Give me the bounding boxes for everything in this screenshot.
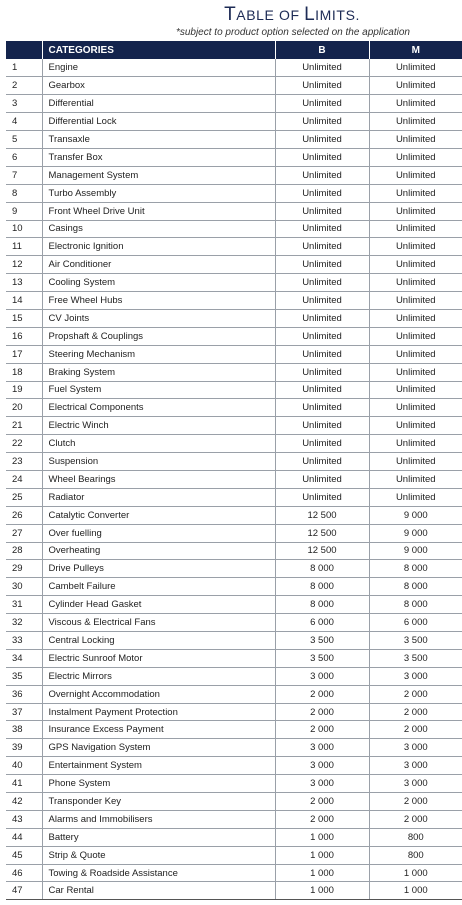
table-row (6, 882, 462, 900)
row-value-b: Unlimited (275, 309, 369, 327)
row-value-b: 2 000 (275, 703, 369, 721)
row-number: 13 (6, 274, 42, 292)
row-number: 40 (6, 757, 42, 775)
row-number: 8 (6, 184, 42, 202)
header-m: M (369, 41, 462, 59)
row-value-m: 2 000 (369, 721, 462, 739)
row-value-b: 2 000 (275, 810, 369, 828)
row-number: 9 (6, 202, 42, 220)
row-value-b: 3 500 (275, 649, 369, 667)
row-value-m: 800 (369, 828, 462, 846)
row-number: 1 (6, 59, 42, 77)
row-value-m: Unlimited (369, 184, 462, 202)
row-number: 12 (6, 256, 42, 274)
row-number: 30 (6, 578, 42, 596)
row-value-m: 8 000 (369, 578, 462, 596)
table-row (6, 148, 462, 166)
row-number: 23 (6, 453, 42, 471)
row-value-b: Unlimited (275, 148, 369, 166)
row-value-m: Unlimited (369, 453, 462, 471)
row-category: Overheating (42, 542, 275, 560)
table-row (6, 274, 462, 292)
row-value-b: Unlimited (275, 238, 369, 256)
table-row (6, 184, 462, 202)
table-row (6, 488, 462, 506)
row-number: 14 (6, 292, 42, 310)
row-category: Electric Winch (42, 417, 275, 435)
table-row (6, 685, 462, 703)
row-category: Cooling System (42, 274, 275, 292)
row-value-m: Unlimited (369, 131, 462, 149)
table-row (6, 721, 462, 739)
row-category: Transfer Box (42, 148, 275, 166)
table-row (6, 381, 462, 399)
row-category: Transaxle (42, 131, 275, 149)
row-value-m: Unlimited (369, 309, 462, 327)
table-row (6, 578, 462, 596)
row-number: 38 (6, 721, 42, 739)
row-value-b: 12 500 (275, 506, 369, 524)
row-value-m: Unlimited (369, 59, 462, 77)
row-value-m: 3 000 (369, 775, 462, 793)
row-value-m: 3 000 (369, 667, 462, 685)
row-value-m: Unlimited (369, 327, 462, 345)
table-row (6, 739, 462, 757)
row-value-b: 1 000 (275, 864, 369, 882)
table-row (6, 363, 462, 381)
row-value-b: Unlimited (275, 59, 369, 77)
row-number: 42 (6, 793, 42, 811)
row-number: 24 (6, 470, 42, 488)
row-value-b: Unlimited (275, 453, 369, 471)
row-value-m: Unlimited (369, 238, 462, 256)
row-value-m: 800 (369, 846, 462, 864)
row-category: Car Rental (42, 882, 275, 900)
row-number: 47 (6, 882, 42, 900)
table-row (6, 703, 462, 721)
row-category: Braking System (42, 363, 275, 381)
row-value-b: 1 000 (275, 828, 369, 846)
row-value-b: Unlimited (275, 488, 369, 506)
row-value-m: 2 000 (369, 703, 462, 721)
row-value-b: 1 000 (275, 882, 369, 900)
table-row (6, 95, 462, 113)
row-value-m: Unlimited (369, 345, 462, 363)
row-number: 17 (6, 345, 42, 363)
row-number: 25 (6, 488, 42, 506)
row-value-b: Unlimited (275, 363, 369, 381)
row-category: Steering Mechanism (42, 345, 275, 363)
row-value-m: Unlimited (369, 148, 462, 166)
row-value-m: Unlimited (369, 381, 462, 399)
row-number: 31 (6, 596, 42, 614)
row-value-m: 8 000 (369, 596, 462, 614)
row-number: 2 (6, 77, 42, 95)
title-letter-l: L (304, 4, 316, 25)
row-value-b: Unlimited (275, 256, 369, 274)
table-header-row (6, 41, 462, 59)
row-number: 39 (6, 739, 42, 757)
row-value-m: Unlimited (369, 202, 462, 220)
row-number: 46 (6, 864, 42, 882)
table-row (6, 59, 462, 77)
row-number: 32 (6, 614, 42, 632)
title-part-1: ABLE OF (236, 7, 305, 23)
row-value-m: Unlimited (369, 166, 462, 184)
row-value-b: 2 000 (275, 685, 369, 703)
row-category: Cylinder Head Gasket (42, 596, 275, 614)
table-row (6, 828, 462, 846)
row-category: Engine (42, 59, 275, 77)
row-value-m: 9 000 (369, 524, 462, 542)
row-value-b: 2 000 (275, 721, 369, 739)
row-value-m: 9 000 (369, 542, 462, 560)
table-row (6, 667, 462, 685)
row-value-m: 2 000 (369, 810, 462, 828)
header-categories: CATEGORIES (42, 41, 275, 59)
row-number: 36 (6, 685, 42, 703)
table-row (6, 417, 462, 435)
row-value-b: Unlimited (275, 417, 369, 435)
table-row (6, 292, 462, 310)
row-number: 27 (6, 524, 42, 542)
row-value-b: Unlimited (275, 381, 369, 399)
row-number: 20 (6, 399, 42, 417)
row-category: Fuel System (42, 381, 275, 399)
table-row (6, 77, 462, 95)
table-row (6, 470, 462, 488)
row-value-b: 12 500 (275, 524, 369, 542)
row-category: Air Conditioner (42, 256, 275, 274)
row-number: 16 (6, 327, 42, 345)
row-category: Management System (42, 166, 275, 184)
table-row (6, 506, 462, 524)
row-value-b: 3 000 (275, 757, 369, 775)
table-row (6, 793, 462, 811)
row-number: 44 (6, 828, 42, 846)
row-value-b: 3 000 (275, 667, 369, 685)
row-value-m: 3 000 (369, 739, 462, 757)
table-row (6, 775, 462, 793)
row-category: Entertainment System (42, 757, 275, 775)
row-number: 33 (6, 632, 42, 650)
row-category: Gearbox (42, 77, 275, 95)
row-value-b: Unlimited (275, 345, 369, 363)
row-value-b: Unlimited (275, 202, 369, 220)
row-category: Catalytic Converter (42, 506, 275, 524)
table-row (6, 113, 462, 131)
row-category: CV Joints (42, 309, 275, 327)
row-category: Towing & Roadside Assistance (42, 864, 275, 882)
table-row (6, 810, 462, 828)
row-number: 3 (6, 95, 42, 113)
table-body (6, 59, 462, 900)
row-category: Free Wheel Hubs (42, 292, 275, 310)
row-value-b: Unlimited (275, 435, 369, 453)
row-value-m: Unlimited (369, 220, 462, 238)
row-value-m: 2 000 (369, 685, 462, 703)
row-number: 19 (6, 381, 42, 399)
row-category: Electric Mirrors (42, 667, 275, 685)
header-b: B (275, 41, 369, 59)
row-number: 21 (6, 417, 42, 435)
row-number: 18 (6, 363, 42, 381)
row-category: Clutch (42, 435, 275, 453)
table-row (6, 524, 462, 542)
row-value-b: Unlimited (275, 184, 369, 202)
row-value-b: 3 000 (275, 775, 369, 793)
row-number: 43 (6, 810, 42, 828)
row-number: 28 (6, 542, 42, 560)
row-value-b: Unlimited (275, 95, 369, 113)
limits-table (6, 41, 462, 900)
row-value-b: 1 000 (275, 846, 369, 864)
row-category: Central Locking (42, 632, 275, 650)
row-category: Radiator (42, 488, 275, 506)
row-value-b: Unlimited (275, 327, 369, 345)
row-value-b: 12 500 (275, 542, 369, 560)
table-row (6, 327, 462, 345)
row-value-m: Unlimited (369, 363, 462, 381)
row-category: Overnight Accommodation (42, 685, 275, 703)
row-number: 45 (6, 846, 42, 864)
row-value-m: 9 000 (369, 506, 462, 524)
row-value-m: Unlimited (369, 256, 462, 274)
row-value-m: Unlimited (369, 274, 462, 292)
row-value-m: Unlimited (369, 113, 462, 131)
row-value-m: Unlimited (369, 435, 462, 453)
row-value-b: 6 000 (275, 614, 369, 632)
row-category: Electronic Ignition (42, 238, 275, 256)
row-category: Turbo Assembly (42, 184, 275, 202)
table-row (6, 560, 462, 578)
table-row (6, 596, 462, 614)
row-category: Wheel Bearings (42, 470, 275, 488)
row-value-b: Unlimited (275, 470, 369, 488)
row-number: 37 (6, 703, 42, 721)
row-value-b: Unlimited (275, 274, 369, 292)
table-row (6, 864, 462, 882)
row-category: Differential (42, 95, 275, 113)
row-category: Differential Lock (42, 113, 275, 131)
row-value-b: 3 000 (275, 739, 369, 757)
row-value-b: 3 500 (275, 632, 369, 650)
row-category: Electric Sunroof Motor (42, 649, 275, 667)
row-number: 22 (6, 435, 42, 453)
row-category: Propshaft & Couplings (42, 327, 275, 345)
table-row (6, 345, 462, 363)
row-value-m: 2 000 (369, 793, 462, 811)
row-category: Suspension (42, 453, 275, 471)
row-value-m: Unlimited (369, 470, 462, 488)
table-row (6, 757, 462, 775)
row-number: 4 (6, 113, 42, 131)
row-value-m: Unlimited (369, 95, 462, 113)
row-value-b: Unlimited (275, 113, 369, 131)
row-category: Over fuelling (42, 524, 275, 542)
row-number: 7 (6, 166, 42, 184)
row-category: Strip & Quote (42, 846, 275, 864)
row-category: Insurance Excess Payment (42, 721, 275, 739)
title-part-2: IMITS. (315, 7, 360, 23)
row-value-b: Unlimited (275, 399, 369, 417)
row-value-b: Unlimited (275, 292, 369, 310)
table-row (6, 614, 462, 632)
row-category: Viscous & Electrical Fans (42, 614, 275, 632)
table-row (6, 846, 462, 864)
row-value-m: Unlimited (369, 417, 462, 435)
page-title (0, 4, 462, 26)
row-category: Instalment Payment Protection (42, 703, 275, 721)
row-category: Cambelt Failure (42, 578, 275, 596)
row-number: 26 (6, 506, 42, 524)
row-number: 6 (6, 148, 42, 166)
row-value-b: 8 000 (275, 596, 369, 614)
row-value-b: Unlimited (275, 166, 369, 184)
row-value-b: Unlimited (275, 220, 369, 238)
row-value-m: 3 500 (369, 649, 462, 667)
row-value-m: 6 000 (369, 614, 462, 632)
row-value-b: 8 000 (275, 560, 369, 578)
header-number (6, 41, 42, 59)
row-category: Alarms and Immobilisers (42, 810, 275, 828)
row-number: 10 (6, 220, 42, 238)
table-row (6, 435, 462, 453)
title-letter-t: T (224, 4, 237, 25)
table-row (6, 238, 462, 256)
row-number: 15 (6, 309, 42, 327)
row-number: 41 (6, 775, 42, 793)
row-category: Transponder Key (42, 793, 275, 811)
row-value-m: Unlimited (369, 488, 462, 506)
table-row (6, 649, 462, 667)
row-value-m: Unlimited (369, 399, 462, 417)
row-value-m: 1 000 (369, 882, 462, 900)
row-number: 29 (6, 560, 42, 578)
row-number: 35 (6, 667, 42, 685)
table-row (6, 632, 462, 650)
row-category: Electrical Components (42, 399, 275, 417)
row-category: Phone System (42, 775, 275, 793)
row-value-b: Unlimited (275, 77, 369, 95)
row-value-m: 3 000 (369, 757, 462, 775)
table-row (6, 542, 462, 560)
row-category: Casings (42, 220, 275, 238)
row-value-b: Unlimited (275, 131, 369, 149)
row-number: 11 (6, 238, 42, 256)
row-value-b: 8 000 (275, 578, 369, 596)
table-row (6, 256, 462, 274)
table-row (6, 166, 462, 184)
page-subtitle: *subject to product option selected on the application (175, 27, 410, 38)
table-row (6, 399, 462, 417)
row-value-m: 1 000 (369, 864, 462, 882)
row-value-m: 3 500 (369, 632, 462, 650)
row-category: GPS Navigation System (42, 739, 275, 757)
row-category: Drive Pulleys (42, 560, 275, 578)
row-category: Front Wheel Drive Unit (42, 202, 275, 220)
row-number: 5 (6, 131, 42, 149)
row-value-m: 8 000 (369, 560, 462, 578)
table-row (6, 220, 462, 238)
table-row (6, 309, 462, 327)
row-number: 34 (6, 649, 42, 667)
row-value-b: 2 000 (275, 793, 369, 811)
row-category: Battery (42, 828, 275, 846)
row-value-m: Unlimited (369, 77, 462, 95)
table-row (6, 202, 462, 220)
row-value-m: Unlimited (369, 292, 462, 310)
table-row (6, 453, 462, 471)
table-row (6, 131, 462, 149)
